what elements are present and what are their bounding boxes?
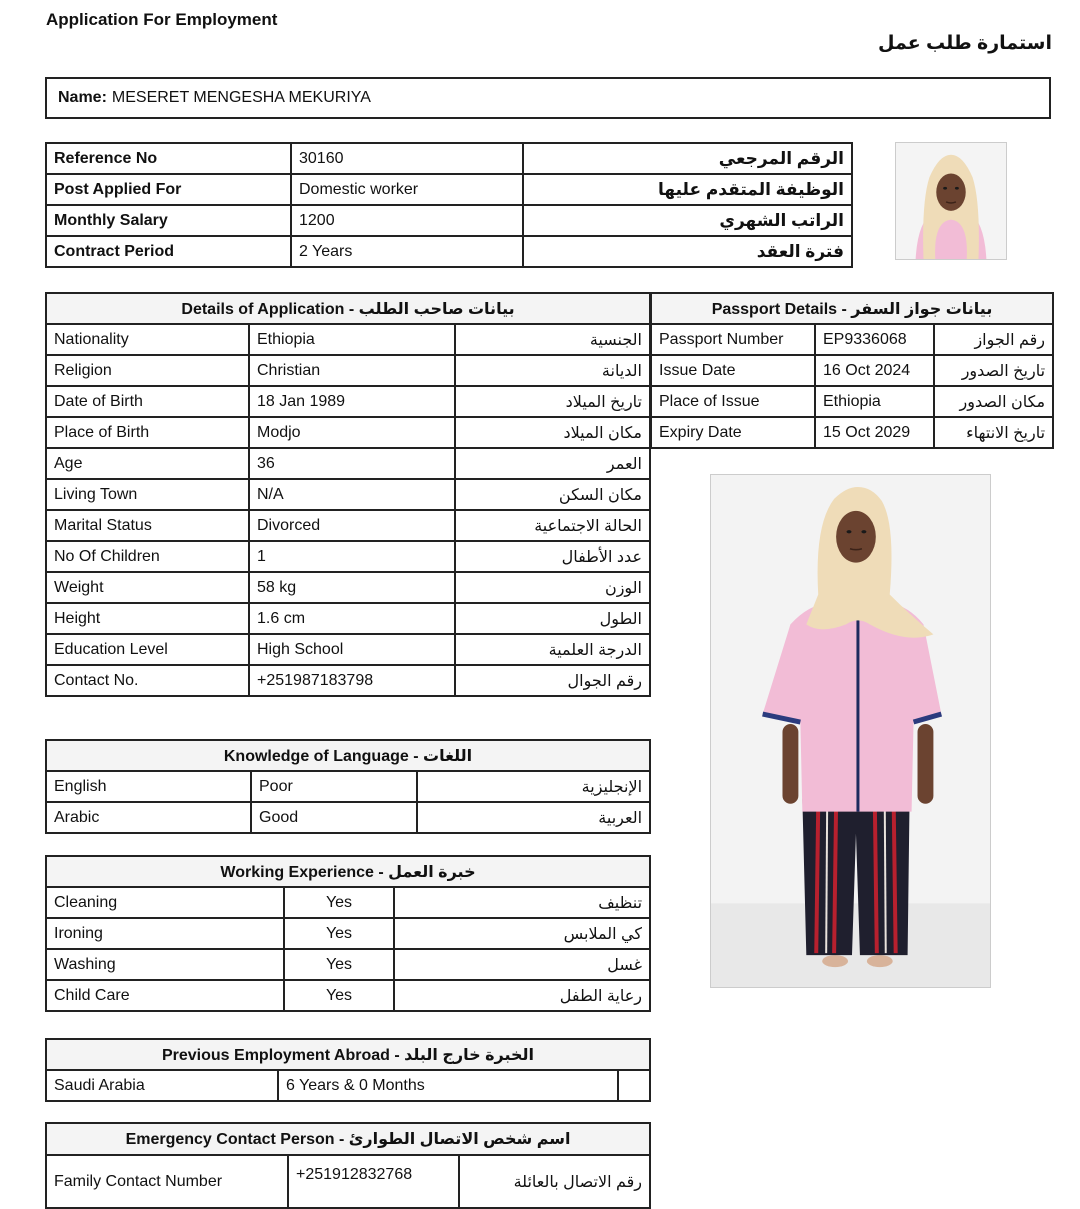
table-row — [46, 417, 650, 448]
table-row — [46, 1070, 650, 1101]
table-row — [46, 355, 650, 386]
table-row — [46, 324, 650, 355]
field-value: Ethiopia — [249, 324, 455, 355]
field-value: 58 kg — [249, 572, 455, 603]
field-value: Yes — [284, 918, 394, 949]
section-header: Working Experience - خبرة العمل — [46, 856, 650, 887]
field-label: Religion — [46, 355, 249, 386]
table-row — [46, 541, 650, 572]
field-label-ar: رقم الجوال — [455, 665, 650, 696]
field-label: No Of Children — [46, 541, 249, 572]
language-table — [45, 739, 651, 834]
field-value: EP9336068 — [815, 324, 934, 355]
section-header: Emergency Contact Person - اسم شخص الاتصال الطوارئ — [46, 1123, 650, 1155]
table-row — [651, 355, 1053, 386]
ref-value: 2 Years — [291, 236, 523, 267]
field-value: Modjo — [249, 417, 455, 448]
field-label-ar: الجنسية — [455, 324, 650, 355]
field-label: Washing — [46, 949, 284, 980]
table-row — [46, 448, 650, 479]
field-value: 18 Jan 1989 — [249, 386, 455, 417]
field-value: +251987183798 — [249, 665, 455, 696]
field-label-ar: رقم الجواز — [934, 324, 1053, 355]
ref-value: 30160 — [291, 143, 523, 174]
section-header: Knowledge of Language - اللغات — [46, 740, 650, 771]
field-value: +251912832768 — [288, 1155, 459, 1208]
field-label-ar: الدرجة العلمية — [455, 634, 650, 665]
field-label: Expiry Date — [651, 417, 815, 448]
field-label-ar: الإنجليزية — [417, 771, 650, 802]
table-row — [46, 771, 650, 802]
field-label: Marital Status — [46, 510, 249, 541]
field-label: Height — [46, 603, 249, 634]
field-value: 16 Oct 2024 — [815, 355, 934, 386]
field-value: Yes — [284, 887, 394, 918]
table-row — [46, 510, 650, 541]
field-label: Place of Issue — [651, 386, 815, 417]
field-value: 1 — [249, 541, 455, 572]
field-label: Weight — [46, 572, 249, 603]
field-label-ar: الحالة الاجتماعية — [455, 510, 650, 541]
section-header: Passport Details - بيانات جواز السفر — [651, 293, 1053, 324]
field-value: 1.6 cm — [249, 603, 455, 634]
experience-table — [45, 855, 651, 1012]
field-label-ar: كي الملابس — [394, 918, 650, 949]
table-row — [46, 143, 852, 174]
field-label: Age — [46, 448, 249, 479]
field-label-ar: رعاية الطفل — [394, 980, 650, 1011]
field-label-ar: مكان الصدور — [934, 386, 1053, 417]
table-row — [46, 665, 650, 696]
field-label-ar: مكان الميلاد — [455, 417, 650, 448]
table-row — [651, 324, 1053, 355]
ref-label-ar: فترة العقد — [523, 236, 852, 267]
field-label-ar: تنظيف — [394, 887, 650, 918]
field-label: Cleaning — [46, 887, 284, 918]
field-value: Poor — [251, 771, 417, 802]
field-label: Nationality — [46, 324, 249, 355]
field-label: Place of Birth — [46, 417, 249, 448]
field-label: Arabic — [46, 802, 251, 833]
field-label-ar: تاريخ الميلاد — [455, 386, 650, 417]
field-label-ar: عدد الأطفال — [455, 541, 650, 572]
table-row — [46, 386, 650, 417]
field-label: Issue Date — [651, 355, 815, 386]
table-row — [651, 386, 1053, 417]
field-label-ar: الطول — [455, 603, 650, 634]
passport-details-table — [650, 292, 1054, 449]
ref-value: 1200 — [291, 205, 523, 236]
field-value: Good — [251, 802, 417, 833]
field-label: Education Level — [46, 634, 249, 665]
field-label-ar: الديانة — [455, 355, 650, 386]
field-value: Divorced — [249, 510, 455, 541]
ref-label: Post Applied For — [46, 174, 291, 205]
name-label: Name: — [58, 89, 107, 106]
table-row — [46, 887, 650, 918]
table-row — [46, 980, 650, 1011]
section-header: Previous Employment Abroad - الخبرة خارج البلد — [46, 1039, 650, 1070]
table-row — [46, 949, 650, 980]
previous-employment-table — [45, 1038, 651, 1102]
emergency-contact-table — [45, 1122, 651, 1209]
ref-label-ar: الراتب الشهري — [523, 205, 852, 236]
table-row — [46, 634, 650, 665]
page-title-arabic: استمارة طلب عمل — [878, 33, 1052, 54]
field-label-ar: العربية — [417, 802, 650, 833]
table-row — [46, 603, 650, 634]
field-label-ar: رقم الاتصال بالعائلة — [459, 1155, 650, 1208]
field-value: 36 — [249, 448, 455, 479]
name-value: MESERET MENGESHA MEKURIYA — [111, 89, 371, 106]
ref-label: Monthly Salary — [46, 205, 291, 236]
field-value: Yes — [284, 980, 394, 1011]
ref-label-ar: الوظيفة المتقدم عليها — [523, 174, 852, 205]
name-box — [45, 77, 1051, 119]
reference-table — [45, 142, 853, 268]
field-label: Contact No. — [46, 665, 249, 696]
field-value: N/A — [249, 479, 455, 510]
extra-cell — [618, 1070, 650, 1101]
field-value: Yes — [284, 949, 394, 980]
field-label-ar: تاريخ الصدور — [934, 355, 1053, 386]
table-row — [46, 479, 650, 510]
section-header: Details of Application - بيانات صاحب الطلب — [46, 293, 650, 324]
field-value: Christian — [249, 355, 455, 386]
field-label: Child Care — [46, 980, 284, 1011]
full-body-photo-icon — [710, 474, 991, 988]
field-label: Date of Birth — [46, 386, 249, 417]
field-label-ar: تاريخ الانتهاء — [934, 417, 1053, 448]
ref-label: Reference No — [46, 143, 291, 174]
application-details-table — [45, 292, 651, 697]
field-label: Passport Number — [651, 324, 815, 355]
portrait-photo-icon — [895, 142, 1007, 260]
duration-value: 6 Years & 0 Months — [278, 1070, 618, 1101]
table-row — [46, 572, 650, 603]
field-value: 15 Oct 2029 — [815, 417, 934, 448]
page-title: Application For Employment — [46, 10, 278, 29]
table-row — [46, 1155, 650, 1208]
field-value: Ethiopia — [815, 386, 934, 417]
field-label-ar: غسل — [394, 949, 650, 980]
field-value: High School — [249, 634, 455, 665]
field-label: Living Town — [46, 479, 249, 510]
ref-value: Domestic worker — [291, 174, 523, 205]
country-value: Saudi Arabia — [46, 1070, 278, 1101]
field-label: English — [46, 771, 251, 802]
field-label-ar: العمر — [455, 448, 650, 479]
ref-label-ar: الرقم المرجعي — [523, 143, 852, 174]
table-row — [46, 174, 852, 205]
field-label: Ironing — [46, 918, 284, 949]
field-label-ar: مكان السكن — [455, 479, 650, 510]
ref-label: Contract Period — [46, 236, 291, 267]
table-row — [46, 802, 650, 833]
field-label-ar: الوزن — [455, 572, 650, 603]
table-row — [46, 236, 852, 267]
table-row — [46, 205, 852, 236]
field-label: Family Contact Number — [46, 1155, 288, 1208]
table-row — [651, 417, 1053, 448]
table-row — [46, 918, 650, 949]
